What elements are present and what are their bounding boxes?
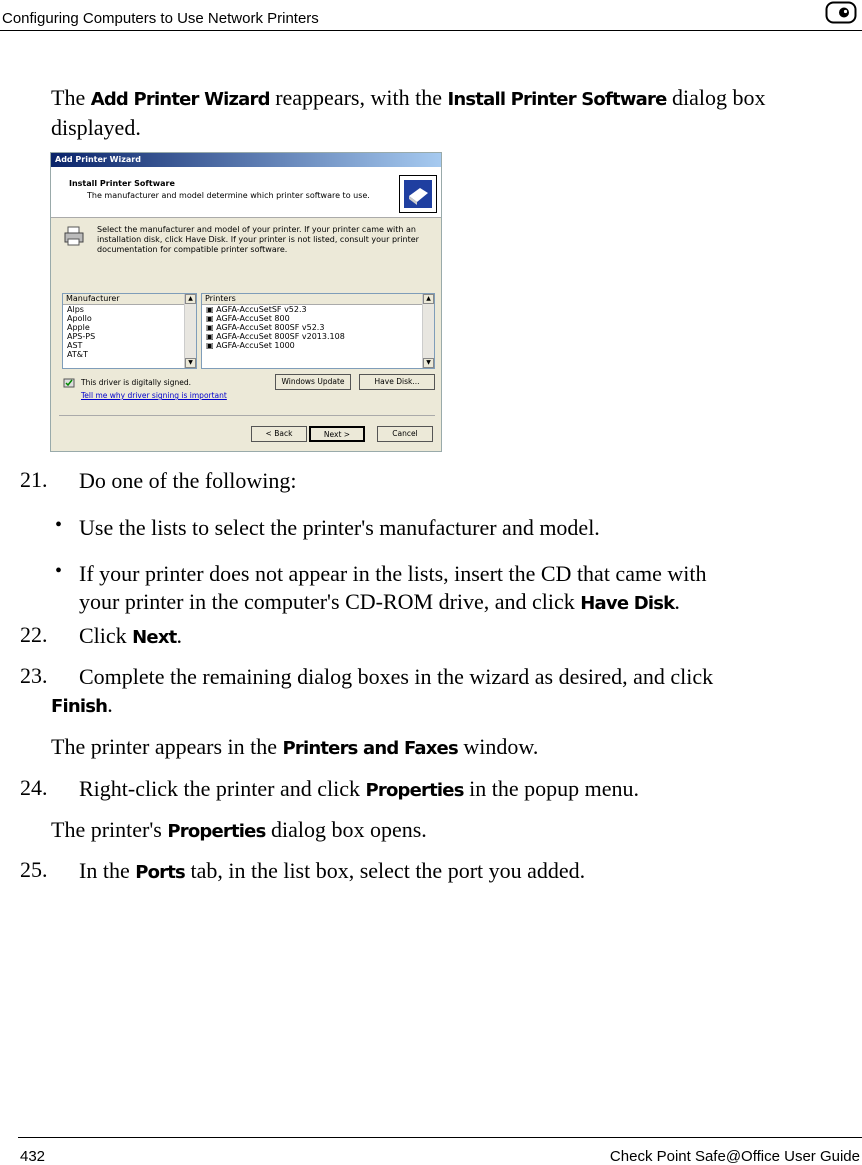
scroll-up-icon[interactable]: ▲ [185, 294, 196, 304]
add-printer-wizard-screenshot [50, 152, 442, 452]
printer-icon [63, 225, 85, 247]
step-22-number: 22. [20, 622, 48, 647]
intro-paragraph: The Add Printer Wizard reappears, with the Install Printer Software dialog box displayed. [51, 85, 766, 140]
list-item[interactable]: ▣ AGFA-AccuSet 800SF v52.3 [206, 323, 325, 332]
dialog-description: Select the manufacturer and model of your printer. If your printer came with an installation disk, click Have Disk. If your printer is not listed, consult your printer documentation for compatible printer software. [97, 225, 419, 254]
check-point-logo-icon [825, 1, 857, 24]
step-24-number: 24. [20, 775, 48, 800]
dialog-header [51, 167, 441, 218]
have-disk-term: Have Disk [580, 593, 675, 614]
cancel-button[interactable]: Cancel [377, 426, 433, 442]
step-21-number: 21. [20, 467, 48, 492]
step-21-text: Do one of the following: [79, 468, 297, 493]
page-number: 432 [20, 1148, 46, 1165]
windows-update-button[interactable]: Windows Update [275, 374, 351, 390]
driver-signing-link[interactable]: Tell me why driver signing is important [81, 391, 227, 400]
printers-header: Printers [202, 294, 434, 305]
step-24-result: The printer's Properties dialog box opens. [51, 817, 427, 842]
step-22-text: Click Next. [79, 623, 182, 648]
back-button[interactable]: < Back [251, 426, 307, 442]
bullet-icon: • [55, 514, 63, 536]
list-item[interactable]: ▣ AGFA-AccuSetSF v52.3 [206, 305, 307, 314]
step-25-number: 25. [20, 857, 48, 882]
install-printer-software-term: Install Printer Software [447, 89, 667, 110]
scroll-down-icon[interactable]: ▼ [185, 358, 196, 368]
printers-scrollbar[interactable] [422, 294, 434, 368]
printers-list[interactable] [201, 293, 435, 369]
page-footer [18, 1137, 862, 1165]
step-23-text: Complete the remaining dialog boxes in the wizard as desired, and click [79, 664, 714, 689]
signed-driver-text: This driver is digitally signed. [81, 378, 192, 387]
add-printer-wizard-term: Add Printer Wizard [90, 89, 270, 110]
manufacturer-list[interactable] [62, 293, 197, 369]
step-23-finish: Finish. [51, 692, 113, 717]
list-item[interactable]: Apollo [67, 314, 92, 323]
list-item[interactable]: Apple [67, 323, 90, 332]
page-header [0, 0, 862, 31]
list-item[interactable]: AT&T [67, 350, 88, 359]
header-title: Configuring Computers to Use Network Printers [2, 10, 319, 27]
dialog-separator [59, 415, 435, 416]
list-item[interactable]: ▣ AGFA-AccuSet 800 [206, 314, 290, 323]
signed-driver-icon [63, 377, 75, 389]
next-button[interactable]: Next > [309, 426, 365, 442]
properties-term: Properties [167, 821, 266, 842]
dialog-subheading: The manufacturer and model determine which printer software to use. [87, 191, 370, 200]
manufacturer-header: Manufacturer [63, 294, 196, 305]
scroll-up-icon[interactable]: ▲ [423, 294, 434, 304]
bullet-icon: • [55, 560, 63, 582]
dialog-heading: Install Printer Software [69, 179, 175, 188]
list-item[interactable]: Alps [67, 305, 84, 314]
list-item[interactable]: AST [67, 341, 83, 350]
finish-term: Finish [51, 696, 108, 717]
properties-term: Properties [365, 780, 464, 801]
bullet-1-text: Use the lists to select the printer's manufacturer and model. [79, 515, 600, 540]
step-23-number: 23. [20, 663, 48, 688]
manufacturer-scrollbar[interactable] [184, 294, 196, 368]
list-item[interactable]: ▣ AGFA-AccuSet 1000 [206, 341, 295, 350]
list-item[interactable]: ▣ AGFA-AccuSet 800SF v2013.108 [206, 332, 345, 341]
printers-and-faxes-term: Printers and Faxes [282, 738, 458, 759]
step-25-text: In the Ports tab, in the list box, select the port you added. [79, 858, 586, 883]
printer-wizard-icon [399, 175, 437, 213]
next-term: Next [132, 627, 177, 648]
ports-term: Ports [135, 862, 185, 883]
scroll-down-icon[interactable]: ▼ [423, 358, 434, 368]
dialog-titlebar: Add Printer Wizard [51, 153, 441, 167]
bullet-2-text: If your printer does not appear in the lists, insert the CD that came with your printer in the computer's CD-ROM drive, and click Have Disk. [79, 561, 707, 614]
have-disk-button[interactable]: Have Disk... [359, 374, 435, 390]
guide-title: Check Point Safe@Office User Guide [609, 1148, 860, 1165]
step-24-text: Right-click the printer and click Properties in the popup menu. [79, 776, 639, 801]
step-23-result: The printer appears in the Printers and Faxes window. [51, 734, 539, 759]
list-item[interactable]: APS-PS [67, 332, 96, 341]
